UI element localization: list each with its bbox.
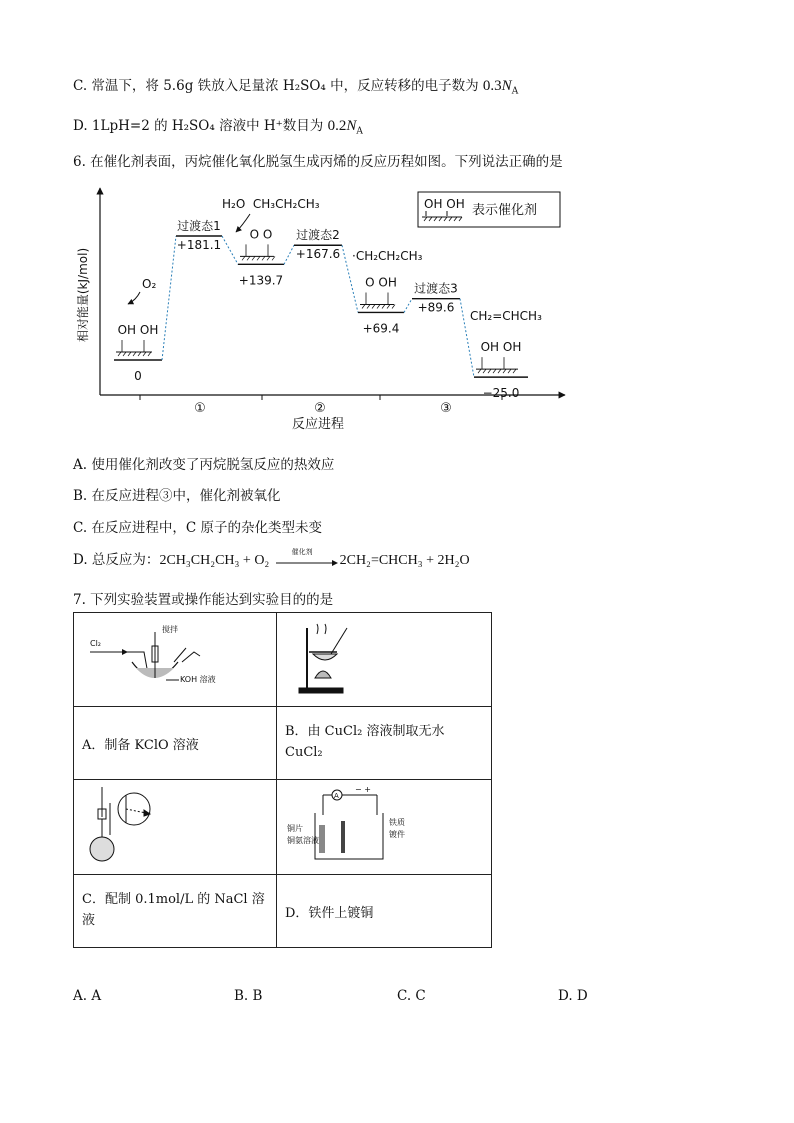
state-label-6: OH OH — [480, 340, 522, 355]
value-label-4: +69.4 — [362, 321, 400, 336]
q5-option-d-value: 0.2 — [327, 118, 347, 134]
catalyst-label: 催化剂 — [291, 547, 313, 556]
q5-option-d-text: D. 1LpH=2 的 H₂SO₄ 溶液中 H⁺数目为 — [73, 118, 324, 134]
cell-a-label: A．制备 KClO 溶液 — [82, 737, 199, 753]
apparatus-a — [74, 613, 277, 707]
connector-0 — [162, 236, 176, 360]
state-label-5: 过渡态3 — [414, 281, 458, 296]
catalyst-arrow — [274, 547, 340, 568]
q5-option-d — [73, 114, 363, 137]
value-label-3: +167.6 — [295, 247, 341, 262]
state-label-0: OH OH — [117, 323, 159, 337]
answer-a: A. A — [73, 988, 102, 1004]
value-label-2: +139.7 — [238, 273, 284, 288]
label-koh: KOH 溶液 — [180, 674, 216, 684]
q6-option-d — [73, 548, 470, 569]
step-2: ② — [314, 401, 326, 416]
q5-option-d-na: N — [346, 118, 357, 134]
step-1: ① — [194, 401, 206, 416]
svg-text:− +: − + — [355, 784, 371, 794]
answer-c: C. C — [397, 988, 426, 1004]
state-label-4: O OH — [365, 275, 397, 290]
q5-option-d-na-sub: A — [356, 126, 363, 137]
cell-c-label-1: C．配制 0.1mol/L 的 NaCl 溶 — [82, 891, 265, 907]
species-propene: CH₂=CHCH₃ — [470, 309, 542, 323]
q5-option-c-value: 0.3 — [482, 78, 502, 94]
legend-icon-text: OH OH — [424, 197, 465, 211]
q5-option-c — [73, 74, 518, 97]
q6-option-b: B. 在反应进程③中，催化剂被氧化 — [73, 488, 281, 504]
cell-c-label-2: 液 — [82, 912, 96, 928]
step-3: ③ — [440, 401, 452, 416]
label-iron-1: 铁质 — [389, 817, 405, 827]
value-label-0: 0 — [134, 369, 142, 383]
value-label-1: +181.1 — [176, 238, 222, 252]
cell-b-label-2: CuCl₂ — [285, 744, 323, 760]
q5-option-c-na: N — [501, 78, 512, 94]
q5-option-c-text: C. 常温下，将 5.6g 铁放入足量浓 H₂SO₄ 中，反应转移的电子数为 — [73, 78, 479, 94]
label-ammonia: 铜氨溶液 — [287, 835, 319, 845]
apparatus-c — [74, 780, 277, 875]
species-propyl-radical: ·CH₂CH₂CH₃ — [352, 249, 423, 263]
species-h2o-propane: H₂O CH₃CH₂CH₃ — [222, 197, 320, 211]
q6-option-d-prefix: D. 总反应为： — [73, 552, 160, 568]
legend-catalyst-icon — [422, 211, 462, 221]
state-label-2: O O — [249, 227, 273, 242]
q6-option-a: A. 使用催化剂改变了丙烷脱氢反应的热效应 — [73, 457, 335, 473]
energy-diagram — [70, 180, 570, 438]
state-label-1: 过渡态1 — [177, 219, 221, 233]
label-ammeter: A — [334, 791, 339, 800]
q6-option-d-left: 2CH₃CH₂CH₃ + O₂ — [159, 553, 270, 568]
q6-option-d-right: 2CH₂=CHCH₃ + 2H₂O — [339, 553, 470, 568]
q7-stem: 7. 下列实验装置或操作能达到实验目的的是 — [73, 592, 334, 608]
cell-d-label: D．铁件上镀铜 — [285, 905, 374, 921]
value-label-6: −25.0 — [482, 386, 520, 401]
label-stir: 搅拌 — [162, 624, 178, 634]
q5-option-c-na-sub: A — [511, 86, 519, 97]
apparatus-b — [277, 613, 492, 707]
x-axis-label: 反应进程 — [291, 417, 345, 432]
species-o2: O₂ — [142, 277, 157, 291]
q6-stem: 6. 在催化剂表面，丙烷催化氧化脱氢生成丙烯的反应历程如图。下列说法正确的是 — [73, 154, 563, 170]
legend-text: 表示催化剂 — [472, 203, 538, 218]
label-iron-2: 镀件 — [389, 829, 405, 839]
answer-b: B. B — [234, 988, 263, 1004]
connector-4 — [404, 299, 412, 313]
cell-b-label-1: B．由 CuCl₂ 溶液制取无水 — [285, 723, 445, 739]
q6-option-c: C. 在反应进程中，C 原子的杂化类型未变 — [73, 520, 323, 536]
connector-2 — [284, 245, 294, 264]
value-label-5: +89.6 — [417, 300, 455, 315]
label-cl2: Cl₂ — [90, 638, 102, 648]
apparatus-d — [277, 780, 492, 875]
label-copper: 铜片 — [287, 823, 303, 833]
state-label-3: 过渡态2 — [296, 228, 340, 243]
connector-1 — [222, 236, 238, 264]
experiment-table — [73, 612, 492, 948]
y-axis-label: 相对能量(kJ/mol) — [76, 247, 90, 343]
answer-d: D. D — [558, 988, 588, 1004]
